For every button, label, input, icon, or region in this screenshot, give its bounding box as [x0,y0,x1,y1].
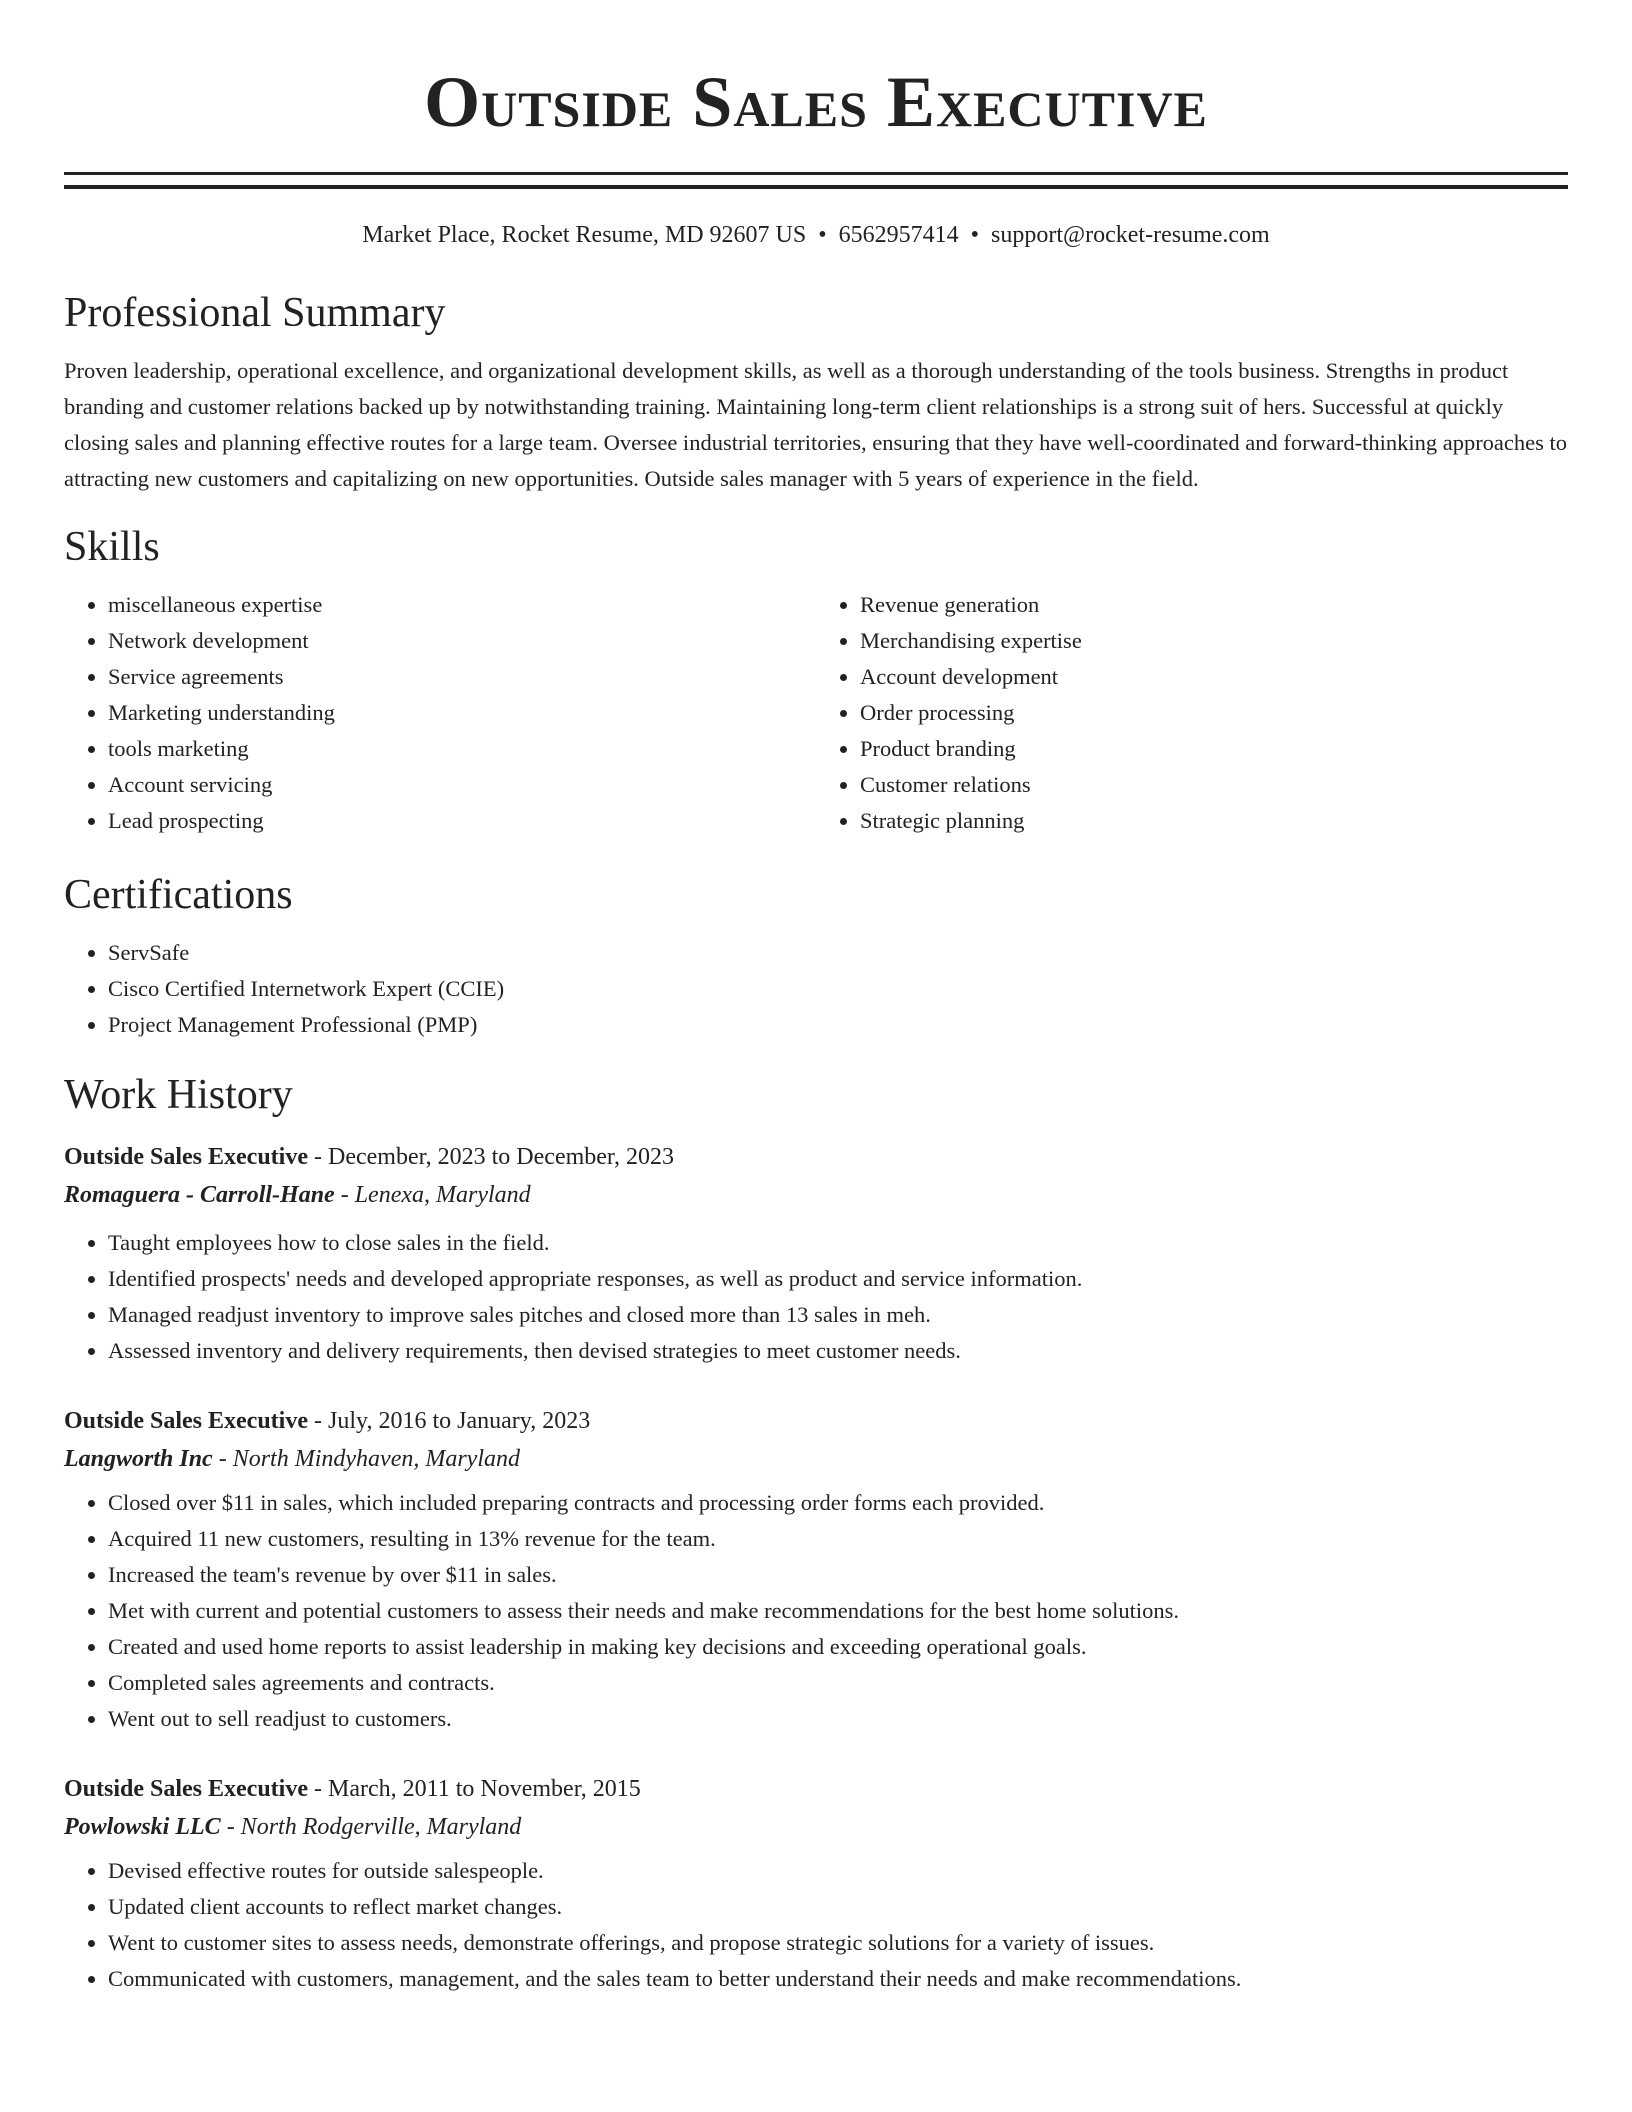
job-dates: - July, 2016 to January, 2023 [308,1408,591,1434]
job-title-line [64,1139,1568,1175]
certifications-list [64,935,1568,1043]
job-company: Powlowski LLC [64,1814,221,1840]
resume-page [64,0,1568,1997]
job-bullet: • Met with current and potential customers to assess their needs and make recommendations for the best home solutions. [108,1593,1568,1629]
job-company-line [64,1175,1568,1215]
job-bullets [64,1485,1568,1737]
resume-title: Outside Sales Executive [424,62,1208,142]
certification-item: • Project Management Professional (PMP) [108,1007,1568,1043]
job-dates: - March, 2011 to November, 2015 [308,1776,641,1802]
skill-item: • Strategic planning [860,803,1568,839]
skill-item: • Service agreements [108,659,816,695]
job-bullets [64,1853,1568,1997]
certification-item: • Cisco Certified Internetwork Expert (CCIE) [108,971,1568,1007]
contact-address: Market Place, Rocket Resume, MD 92607 US [362,222,807,248]
job-company-line [64,1807,1568,1847]
job-bullet: • Identified prospects' needs and developed appropriate responses, as well as product and service information. [108,1261,1568,1297]
skills-list-left [64,587,816,839]
skill-item: • Customer relations [860,767,1568,803]
job-bullet: • Updated client accounts to reflect market changes. [108,1889,1568,1925]
job-title-line [64,1403,1568,1439]
job-bullet: • Acquired 11 new customers, resulting in 13% revenue for the team. [108,1521,1568,1557]
contact-email: support@rocket-resume.com [991,222,1270,248]
job-company-line [64,1439,1568,1479]
job-entry [64,1403,1568,1737]
job-bullet: • Taught employees how to close sales in the field. [108,1225,1568,1261]
job-entry [64,1139,1568,1369]
contact-separator: • [970,222,980,248]
job-title: Outside Sales Executive [64,1776,308,1802]
job-company: Langworth Inc [64,1446,213,1472]
job-bullet: • Assessed inventory and delivery requirements, then devised strategies to meet customer needs. [108,1333,1568,1369]
job-location: - North Mindyhaven, Maryland [212,1446,520,1472]
job-bullet: • Increased the team's revenue by over $11 in sales. [108,1557,1568,1593]
job-title: Outside Sales Executive [64,1144,308,1170]
job-bullet: • Went to customer sites to assess needs, demonstrate offerings, and propose strategic solutions for a variety of issues. [108,1925,1568,1961]
job-bullet: • Devised effective routes for outside salespeople. [108,1853,1568,1889]
title-divider [64,172,1568,189]
job-location: - North Rodgerville, Maryland [220,1814,522,1840]
contact-phone: 6562957414 [838,222,959,248]
summary-text: Proven leadership, operational excellence, and organizational development skills, as well as a thorough understanding of the tools business. Strengths in product branding and customer relations backed up by notwithstanding training. Maintaining long-term client relationships is a strong suit of hers. Successful at quickly closing sales and planning effective routes for a large team. Oversee industrial territories, ensuring that they have well-coordinated and forward-thinking approaches to attracting new customers and capitalizing on new opportunities. Outside sales manager with 5 years of experience in the field. [64,358,1568,491]
job-bullets [64,1225,1568,1369]
skill-item: • Revenue generation [860,587,1568,623]
certification-item: • ServSafe [108,935,1568,971]
skill-item: • Marketing understanding [108,695,816,731]
job-bullet: • Created and used home reports to assist leadership in making key decisions and exceeding operational goals. [108,1629,1568,1665]
job-bullet: • Communicated with customers, management, and the sales team to better understand their needs and make recommendations. [108,1961,1568,1997]
job-dates: - December, 2023 to December, 2023 [308,1144,674,1170]
job-bullet: • Closed over $11 in sales, which included preparing contracts and processing order forms each provided. [108,1485,1568,1521]
skills-list-right [816,587,1568,839]
skill-item: • Account servicing [108,767,816,803]
job-company: Romaguera - Carroll-Hane [64,1182,335,1208]
job-title-line [64,1771,1568,1807]
job-bullet: • Managed readjust inventory to improve sales pitches and closed more than 13 sales in meh. [108,1297,1568,1333]
skill-item: • miscellaneous expertise [108,587,816,623]
skill-item: • Account development [860,659,1568,695]
skill-item: • Network development [108,623,816,659]
skill-item: • Lead prospecting [108,803,816,839]
skill-item: • tools marketing [108,731,816,767]
certifications-heading: Certifications [64,872,293,918]
job-bullet: • Completed sales agreements and contracts. [108,1665,1568,1701]
summary-heading: Professional Summary [64,290,446,336]
job-location: - Lenexa, Maryland [334,1182,531,1208]
job-entry [64,1771,1568,1997]
skill-item: • Order processing [860,695,1568,731]
work-history-heading: Work History [64,1072,293,1118]
skill-item: • Product branding [860,731,1568,767]
skills-columns [64,587,1568,839]
skills-heading: Skills [64,524,160,570]
job-bullet: • Went out to sell readjust to customers. [108,1701,1568,1737]
contact-line [64,219,1568,251]
contact-separator: • [818,222,827,248]
job-title: Outside Sales Executive [64,1408,308,1434]
skill-item: • Merchandising expertise [860,623,1568,659]
